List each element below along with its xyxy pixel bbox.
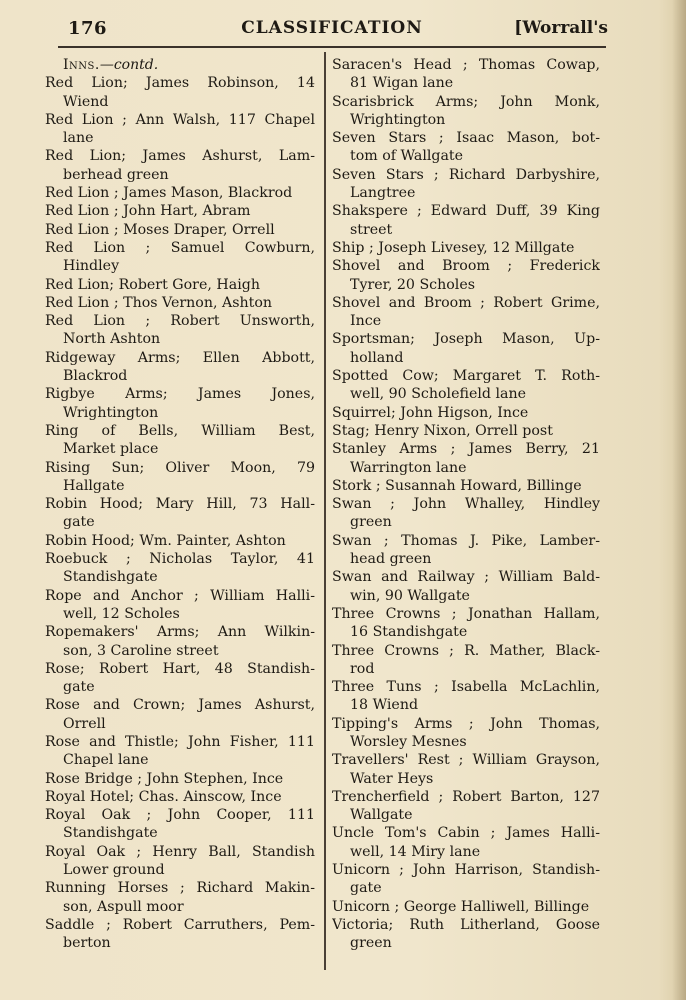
entry-continuation-line: rod	[350, 660, 375, 677]
directory-entry	[332, 129, 600, 166]
entry-line: Unicorn ; George Halliwell, Billinge	[332, 898, 590, 915]
directory-entry	[332, 715, 600, 752]
entry-continuation-line: North Ashton	[63, 331, 161, 348]
entry-continuation-line: berton	[63, 935, 111, 952]
column-divider	[324, 52, 326, 970]
directory-entry	[45, 623, 315, 660]
directory-entry	[332, 404, 600, 422]
entry-line: Red Lion ; Ann Walsh, 117 Chapel	[45, 111, 315, 128]
entry-line: Roebuck ; Nicholas Taylor, 41	[45, 551, 315, 568]
entry-continuation-line: Standishgate	[63, 825, 158, 842]
entry-line: Seven Stars ; Richard Darbyshire,	[332, 166, 600, 183]
entry-line: Robin Hood; Wm. Painter, Ashton	[45, 532, 286, 549]
entry-line: Squirrel; John Higson, Ince	[332, 404, 529, 421]
directory-entry	[45, 239, 315, 276]
directory-entry	[332, 898, 600, 916]
directory-entry	[45, 879, 315, 916]
directory-entry	[45, 385, 315, 422]
entry-line: Rose; Robert Hart, 48 Standish-	[45, 660, 315, 677]
entry-line: Royal Oak ; John Cooper, 111	[45, 807, 315, 824]
directory-entry	[45, 696, 315, 733]
directory-entry	[45, 147, 315, 184]
directory-entry	[45, 111, 315, 148]
entry-continuation-line: son, Aspull moor	[63, 898, 184, 915]
directory-entry	[332, 239, 600, 257]
entry-line: Shovel and Broom ; Frederick	[332, 258, 600, 275]
directory-entry	[332, 330, 600, 367]
entry-continuation-line: Ince	[350, 313, 382, 330]
entry-continuation-line: tom of Wallgate	[350, 148, 464, 165]
entry-continuation-line: lane	[63, 130, 94, 147]
directory-entry	[332, 678, 600, 715]
entry-continuation-line: Hallgate	[63, 477, 125, 494]
running-title: CLASSIFICATION	[241, 18, 423, 38]
entry-line: Rigbye Arms; James Jones,	[45, 386, 315, 403]
entry-continuation-line: win, 90 Wallgate	[350, 587, 470, 604]
directory-entry	[332, 861, 600, 898]
directory-entry	[45, 806, 315, 843]
directory-entry	[332, 751, 600, 788]
entry-continuation-line: well, 12 Scholes	[63, 605, 180, 622]
directory-entry	[45, 788, 315, 806]
entry-continuation-line: Hindley	[63, 258, 120, 275]
entry-continuation-line: 81 Wigan lane	[350, 75, 454, 92]
directory-entry	[332, 532, 600, 569]
directory-entry	[45, 916, 315, 953]
entry-line: Travellers' Rest ; William Grayson,	[332, 752, 600, 769]
entry-continuation-line: son, 3 Caroline street	[63, 642, 219, 659]
entry-continuation-line: 18 Wiend	[350, 697, 419, 714]
entry-continuation-line: street	[350, 221, 393, 238]
directory-entry	[332, 477, 600, 495]
directory-entry	[45, 660, 315, 697]
directory-entry	[45, 532, 315, 550]
directory-entry	[45, 349, 315, 386]
running-head-right: [Worrall's	[514, 18, 608, 38]
entry-continuation-line: well, 90 Scholefield lane	[350, 386, 526, 403]
directory-entry	[332, 605, 600, 642]
directory-entry	[45, 202, 315, 220]
entry-continuation-line: Wrightington	[350, 111, 446, 128]
entry-line: Red Lion ; Moses Draper, Orrell	[45, 221, 275, 238]
entry-line: Red Lion; James Robinson, 14	[45, 75, 315, 92]
entry-continuation-line: Tyrer, 20 Scholes	[350, 276, 476, 293]
directory-entry	[332, 422, 600, 440]
entry-line: Red Lion; James Ashurst, Lam-	[45, 148, 315, 165]
directory-entry	[332, 93, 600, 130]
entry-line: Swan and Railway ; William Bald-	[332, 569, 600, 586]
entry-continuation-line: Chapel lane	[63, 752, 149, 769]
entry-line: Victoria; Ruth Litherland, Goose	[332, 916, 600, 933]
directory-entry	[45, 74, 315, 111]
entry-continuation-line: gate	[63, 679, 95, 696]
entry-line: Three Crowns ; R. Mather, Black-	[332, 642, 600, 659]
section-suffix: —contd.	[99, 57, 159, 73]
entry-line: Royal Oak ; Henry Ball, Standish	[45, 843, 315, 860]
directory-entry	[45, 587, 315, 624]
directory-entry	[332, 495, 600, 532]
entry-line: Red Lion ; John Hart, Abram	[45, 203, 251, 220]
directory-entry	[45, 843, 315, 880]
entry-line: Ring of Bells, William Best,	[45, 422, 315, 439]
section-heading	[63, 56, 315, 74]
directory-entry	[45, 221, 315, 239]
directory-entry	[45, 459, 315, 496]
entry-line: Red Lion ; Samuel Cowburn,	[45, 239, 315, 256]
entry-continuation-line: Warrington lane	[350, 459, 467, 476]
entry-line: Ridgeway Arms; Ellen Abbott,	[45, 349, 315, 366]
entry-line: Swan ; Thomas J. Pike, Lamber-	[332, 532, 600, 549]
left-column	[45, 56, 315, 953]
entry-line: Rope and Anchor ; William Halli-	[45, 587, 315, 604]
directory-entry	[332, 788, 600, 825]
entry-line: Royal Hotel; Chas. Ainscow, Ince	[45, 788, 282, 805]
entry-line: Three Crowns ; Jonathan Hallam,	[332, 605, 600, 622]
entry-line: Spotted Cow; Margaret T. Roth-	[332, 368, 600, 385]
entry-continuation-line: head green	[350, 551, 432, 568]
entry-line: Red Lion ; James Mason, Blackrod	[45, 185, 293, 202]
entry-line: Red Lion ; Robert Unsworth,	[45, 313, 315, 330]
entry-continuation-line: gate	[63, 514, 95, 531]
entry-continuation-line: green	[350, 514, 392, 531]
entry-line: Running Horses ; Richard Makin-	[45, 880, 315, 897]
directory-entry	[332, 916, 600, 953]
directory-entry	[45, 770, 315, 788]
directory-entry	[332, 824, 600, 861]
entry-continuation-line: Standishgate	[63, 569, 158, 586]
page-edge-shadow	[672, 0, 686, 1000]
entry-continuation-line: Market place	[63, 441, 159, 458]
directory-entry	[332, 56, 600, 93]
header-rule	[58, 46, 606, 48]
directory-entry	[332, 166, 600, 203]
directory-entry	[45, 550, 315, 587]
entry-continuation-line: Wiend	[63, 93, 109, 110]
entry-continuation-line: well, 14 Miry lane	[350, 843, 481, 860]
directory-entry	[332, 202, 600, 239]
directory-entry	[332, 367, 600, 404]
directory-entry	[332, 294, 600, 331]
entry-line: Ship ; Joseph Livesey, 12 Millgate	[332, 239, 575, 256]
entry-continuation-line: Wrightington	[63, 404, 159, 421]
entry-line: Stork ; Susannah Howard, Billinge	[332, 477, 582, 494]
entry-continuation-line: Wallgate	[350, 807, 413, 824]
entry-line: Three Tuns ; Isabella McLachlin,	[332, 679, 600, 696]
directory-entry	[45, 294, 315, 312]
directory-entry	[332, 568, 600, 605]
entry-line: Shakspere ; Edward Duff, 39 King	[332, 203, 600, 220]
directory-entry	[332, 440, 600, 477]
entry-continuation-line: berhead green	[63, 166, 169, 183]
entry-line: Rose Bridge ; John Stephen, Ince	[45, 770, 284, 787]
entry-line: Swan ; John Whalley, Hindley	[332, 496, 600, 513]
right-column	[332, 56, 600, 953]
directory-entry	[332, 642, 600, 679]
entry-line: Ropemakers' Arms; Ann Wilkin-	[45, 624, 315, 641]
section-name: Inns.	[63, 57, 100, 73]
entry-line: Trencherfield ; Robert Barton, 127	[332, 788, 600, 805]
left-entry-list	[45, 74, 315, 952]
entry-line: Uncle Tom's Cabin ; James Halli-	[332, 825, 600, 842]
directory-entry	[45, 276, 315, 294]
entry-continuation-line: Langtree	[350, 185, 416, 202]
directory-entry	[45, 184, 315, 202]
entry-line: Rose and Crown; James Ashurst,	[45, 697, 315, 714]
entry-line: Stanley Arms ; James Berry, 21	[332, 441, 600, 458]
entry-line: Tipping's Arms ; John Thomas,	[332, 715, 600, 732]
entry-line: Saracen's Head ; Thomas Cowap,	[332, 57, 600, 73]
page-number: 176	[68, 18, 108, 39]
entry-continuation-line: Blackrod	[63, 368, 128, 385]
entry-line: Seven Stars ; Isaac Mason, bot-	[332, 130, 600, 147]
directory-entry	[332, 257, 600, 294]
entry-continuation-line: Orrell	[63, 715, 106, 732]
page-header	[56, 14, 608, 42]
entry-line: Scarisbrick Arms; John Monk,	[332, 93, 600, 110]
entry-line: Red Lion ; Thos Vernon, Ashton	[45, 294, 273, 311]
entry-continuation-line: Water Heys	[350, 770, 434, 787]
entry-line: Red Lion; Robert Gore, Haigh	[45, 276, 260, 293]
entry-continuation-line: gate	[350, 880, 382, 897]
directory-entry	[45, 312, 315, 349]
entry-continuation-line: green	[350, 935, 392, 952]
entry-line: Saddle ; Robert Carruthers, Pem-	[45, 916, 315, 933]
entry-line: Robin Hood; Mary Hill, 73 Hall-	[45, 496, 315, 513]
right-entry-list	[332, 56, 600, 953]
entry-line: Sportsman; Joseph Mason, Up-	[332, 331, 600, 348]
directory-entry	[45, 422, 315, 459]
directory-entry	[45, 733, 315, 770]
entry-line: Rising Sun; Oliver Moon, 79	[45, 459, 315, 476]
entry-line: Shovel and Broom ; Robert Grime,	[332, 294, 600, 311]
directory-entry	[45, 495, 315, 532]
entry-continuation-line: 16 Standishgate	[350, 624, 468, 641]
entry-continuation-line: holland	[350, 349, 404, 366]
entry-line: Stag; Henry Nixon, Orrell post	[332, 422, 553, 439]
entry-continuation-line: Lower ground	[63, 862, 165, 879]
entry-line: Rose and Thistle; John Fisher, 111	[45, 733, 315, 750]
entry-continuation-line: Worsley Mesnes	[350, 733, 467, 750]
entry-line: Unicorn ; John Harrison, Standish-	[332, 862, 600, 879]
